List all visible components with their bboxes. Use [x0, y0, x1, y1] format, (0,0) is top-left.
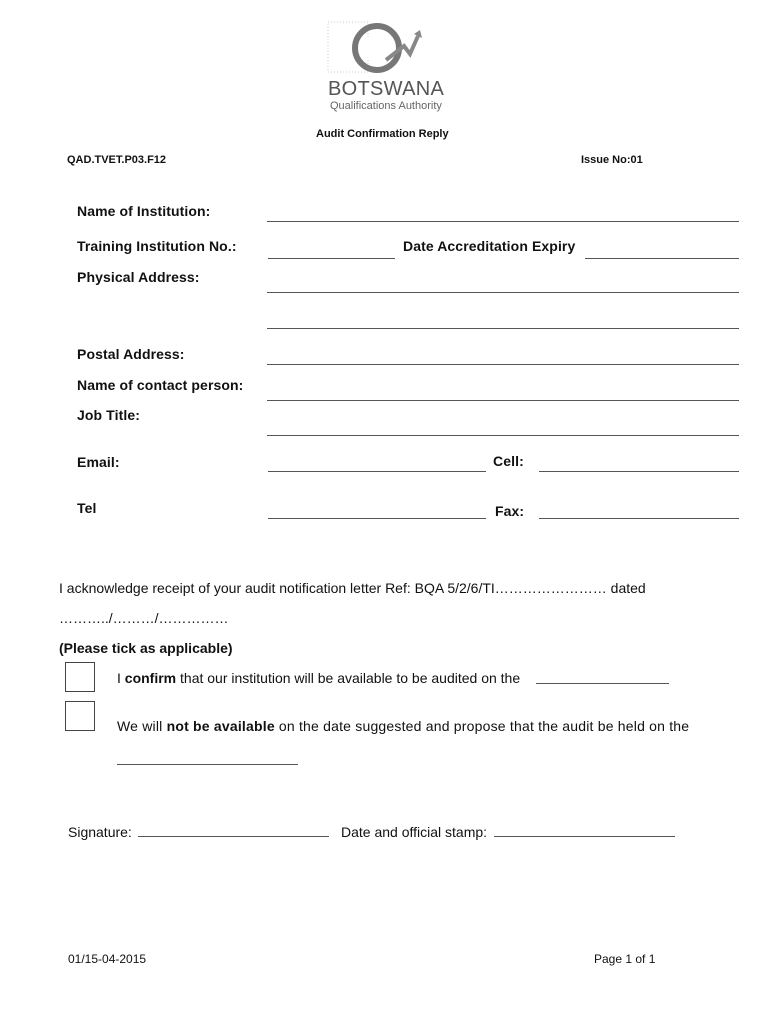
cell-field[interactable]	[539, 471, 739, 472]
signature-label: Signature:	[68, 824, 132, 840]
logo-name: BOTSWANA	[328, 78, 445, 100]
institution-name-field[interactable]	[267, 221, 739, 222]
tel-field[interactable]	[268, 518, 486, 519]
institution-name-label: Name of Institution:	[77, 203, 211, 219]
tel-label: Tel	[77, 500, 97, 516]
confirm-option-post: that our institution will be available to be audited on the	[176, 670, 521, 686]
email-label: Email:	[77, 454, 120, 470]
proposed-date-field[interactable]	[117, 764, 298, 765]
training-institution-no-label: Training Institution No.:	[77, 238, 237, 254]
confirm-option-pre: I	[117, 670, 125, 686]
issue-number: Issue No:01	[581, 154, 643, 166]
confirm-checkbox[interactable]	[65, 662, 95, 692]
date-stamp-field[interactable]	[494, 836, 675, 837]
form-code: QAD.TVET.P03.F12	[67, 154, 167, 166]
confirm-option-bold: confirm	[124, 670, 177, 686]
not-available-option-bold: not be available	[166, 718, 275, 734]
not-available-option-text	[117, 718, 689, 734]
acknowledge-text: I acknowledge receipt of your audit notification letter Ref: BQA 5/2/6/TI…………………… dated	[59, 580, 646, 596]
form-title: Audit Confirmation Reply	[316, 128, 449, 140]
not-available-checkbox[interactable]	[65, 701, 95, 731]
postal-address-label: Postal Address:	[77, 346, 185, 362]
logo-subtitle: Qualifications Authority	[330, 100, 442, 112]
contact-person-field[interactable]	[267, 400, 739, 401]
date-stamp-label: Date and official stamp:	[341, 824, 488, 840]
confirm-option-text	[117, 670, 520, 686]
job-title-label: Job Title:	[77, 407, 140, 423]
bqa-logo	[320, 18, 460, 113]
accreditation-expiry-field[interactable]	[585, 258, 739, 259]
contact-person-label: Name of contact person:	[77, 377, 244, 393]
fax-field[interactable]	[539, 518, 739, 519]
physical-address-label: Physical Address:	[77, 269, 200, 285]
postal-address-field[interactable]	[267, 364, 739, 365]
training-institution-no-field[interactable]	[268, 258, 395, 259]
email-field[interactable]	[268, 471, 486, 472]
document-date: 01/15-04-2015	[68, 952, 147, 966]
fax-label: Fax:	[495, 503, 525, 519]
physical-address-field-1[interactable]	[267, 292, 739, 293]
tick-instruction: (Please tick as applicable)	[59, 640, 233, 656]
signature-field[interactable]	[138, 836, 329, 837]
confirm-date-field[interactable]	[536, 683, 669, 684]
job-title-field[interactable]	[267, 435, 739, 436]
page-number: Page 1 of 1	[594, 952, 656, 966]
not-available-option-pre: We will	[117, 718, 167, 734]
not-available-option-post: on the date suggested and propose that the audit be held on the	[274, 718, 690, 734]
acknowledge-date-placeholder: ………../………/……………	[59, 610, 229, 626]
cell-label: Cell:	[493, 453, 524, 469]
accreditation-expiry-label: Date Accreditation Expiry	[403, 238, 576, 254]
physical-address-field-2[interactable]	[267, 328, 739, 329]
